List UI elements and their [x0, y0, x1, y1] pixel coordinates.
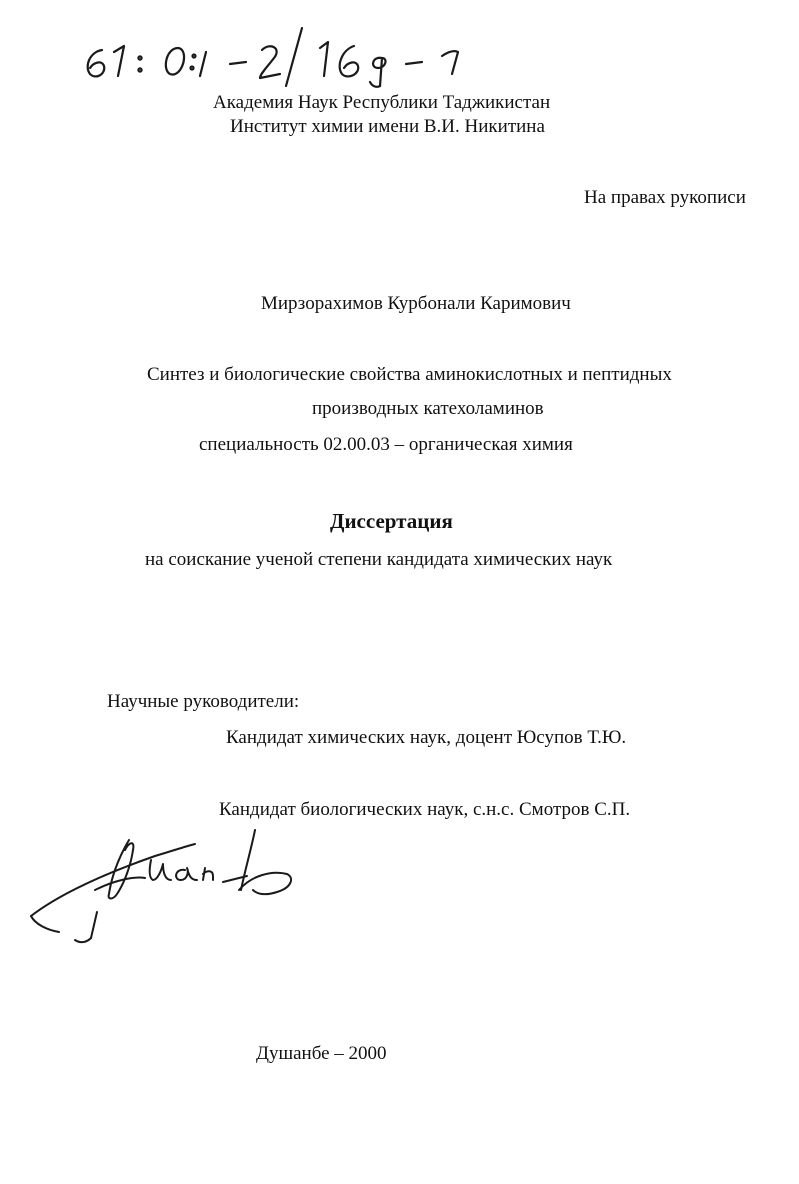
institute-name: Институт химии имени В.И. Никитина	[230, 116, 545, 137]
supervisor-2: Кандидат биологических наук, с.н.с. Смотров С.П.	[219, 799, 631, 820]
topic-line-2: производных катехоламинов	[312, 398, 544, 419]
rights-note: На правах рукописи	[584, 187, 746, 208]
author-name: Мирзорахимов Курбонали Каримович	[261, 293, 571, 314]
academy-name: Академия Наук Республики Таджикистан	[213, 92, 551, 113]
specialty: специальность 02.00.03 – органическая химия	[199, 434, 573, 455]
topic-line-1: Синтез и биологические свойства аминокислотных и пептидных	[147, 364, 672, 385]
supervisors-heading: Научные руководители:	[107, 691, 300, 712]
place-and-year: Душанбе – 2000	[256, 1043, 387, 1064]
degree-line: на соискание ученой степени кандидата химических наук	[145, 549, 613, 570]
signature	[25, 820, 325, 960]
document-type-title: Диссертация	[330, 509, 453, 533]
supervisor-1: Кандидат химических наук, доцент Юсупов Т.Ю.	[226, 727, 627, 748]
archive-handwritten-number	[70, 8, 490, 88]
